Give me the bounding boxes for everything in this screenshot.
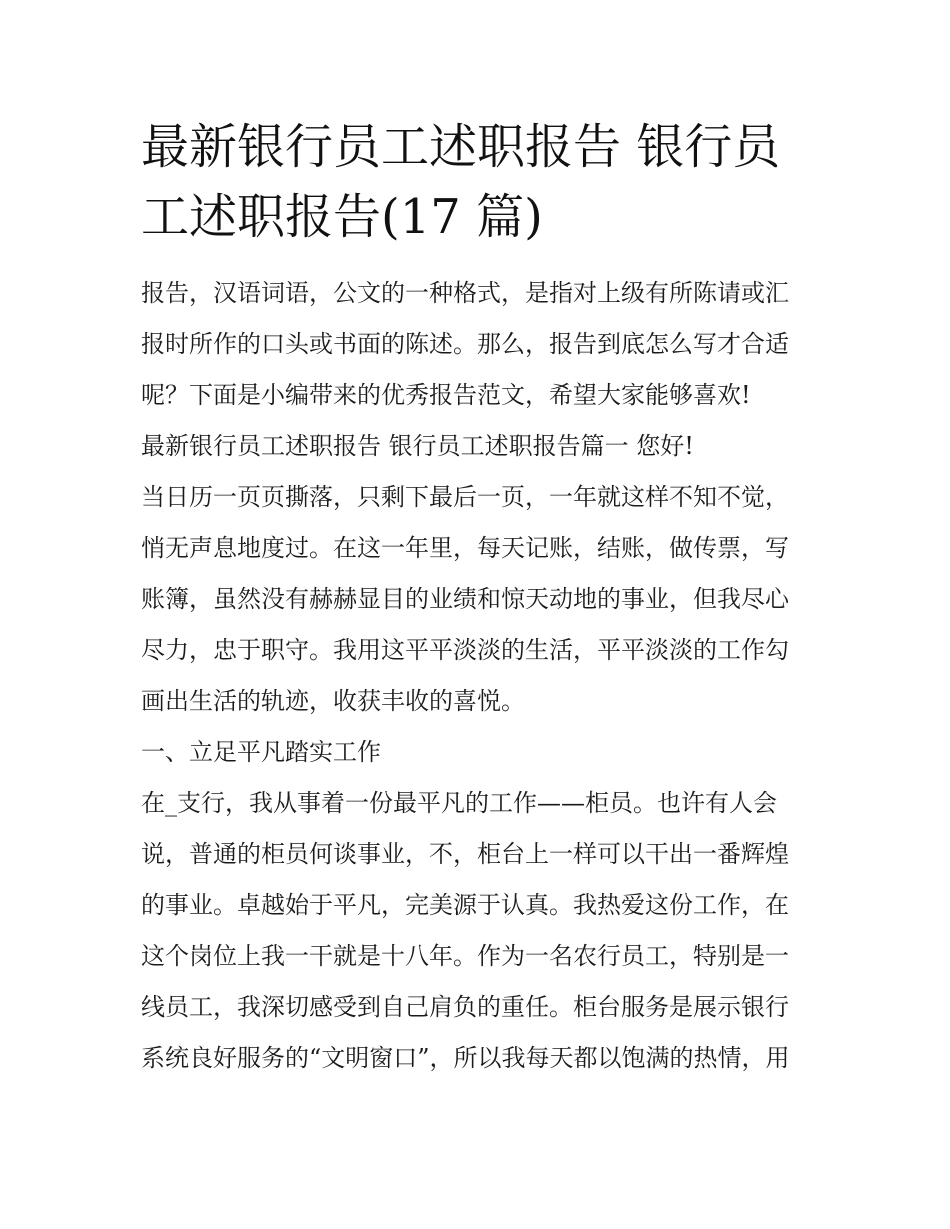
text-line: 在_支行，我从事着一份最平凡的工作——柜员。也许有人会 — [141, 789, 777, 817]
body-paragraph — [141, 472, 813, 727]
text-line: 画出生活的轨迹，收获丰收的喜悦。 — [141, 687, 525, 715]
text-line: 说，普通的柜员何谈事业，不，柜台上一样可以干出一番辉煌 — [141, 840, 789, 868]
text-line: 报时所作的口头或书面的陈述。那么，报告到底怎么写才合适 — [141, 330, 789, 358]
text-line: 当日历一页页撕落，只剩下最后一页，一年就这样不知不觉， — [141, 483, 789, 511]
section-heading-paragraph — [141, 421, 813, 472]
text-line: 线员工，我深切感受到自己肩负的重任。柜台服务是展示银行 — [141, 993, 789, 1021]
text-line: 最新银行员工述职报告 银行员工述职报告篇一 您好! — [141, 432, 694, 460]
document-body — [141, 112, 813, 1084]
intro-paragraph — [141, 268, 813, 421]
text-line: 的事业。卓越始于平凡，完美源于认真。我热爱这份工作，在 — [141, 891, 789, 919]
text-line: 报告，汉语词语，公文的一种格式，是指对上级有所陈请或汇 — [141, 279, 789, 307]
text-line: 尽力，忠于职守。我用这平平淡淡的生活，平平淡淡的工作勾 — [141, 636, 789, 664]
body-paragraph — [141, 778, 813, 1084]
text-line: 这个岗位上我一干就是十八年。作为一名农行员工，特别是一 — [141, 942, 789, 970]
text-line: 呢？下面是小编带来的优秀报告范文，希望大家能够喜欢! — [141, 381, 751, 409]
document-title — [141, 112, 813, 252]
subheading-paragraph — [141, 727, 813, 778]
title-line: 工述职报告(17 篇) — [141, 189, 543, 245]
text-line: 系统良好服务的“文明窗口”，所以我每天都以饱满的热情，用 — [141, 1044, 790, 1072]
text-line: 账簿，虽然没有赫赫显目的业绩和惊天动地的事业，但我尽心 — [141, 585, 789, 613]
title-line: 最新银行员工述职报告 银行员 — [141, 119, 781, 175]
text-line: 悄无声息地度过。在这一年里，每天记账，结账，做传票，写 — [141, 534, 789, 562]
text-line: 一、立足平凡踏实工作 — [141, 738, 381, 766]
